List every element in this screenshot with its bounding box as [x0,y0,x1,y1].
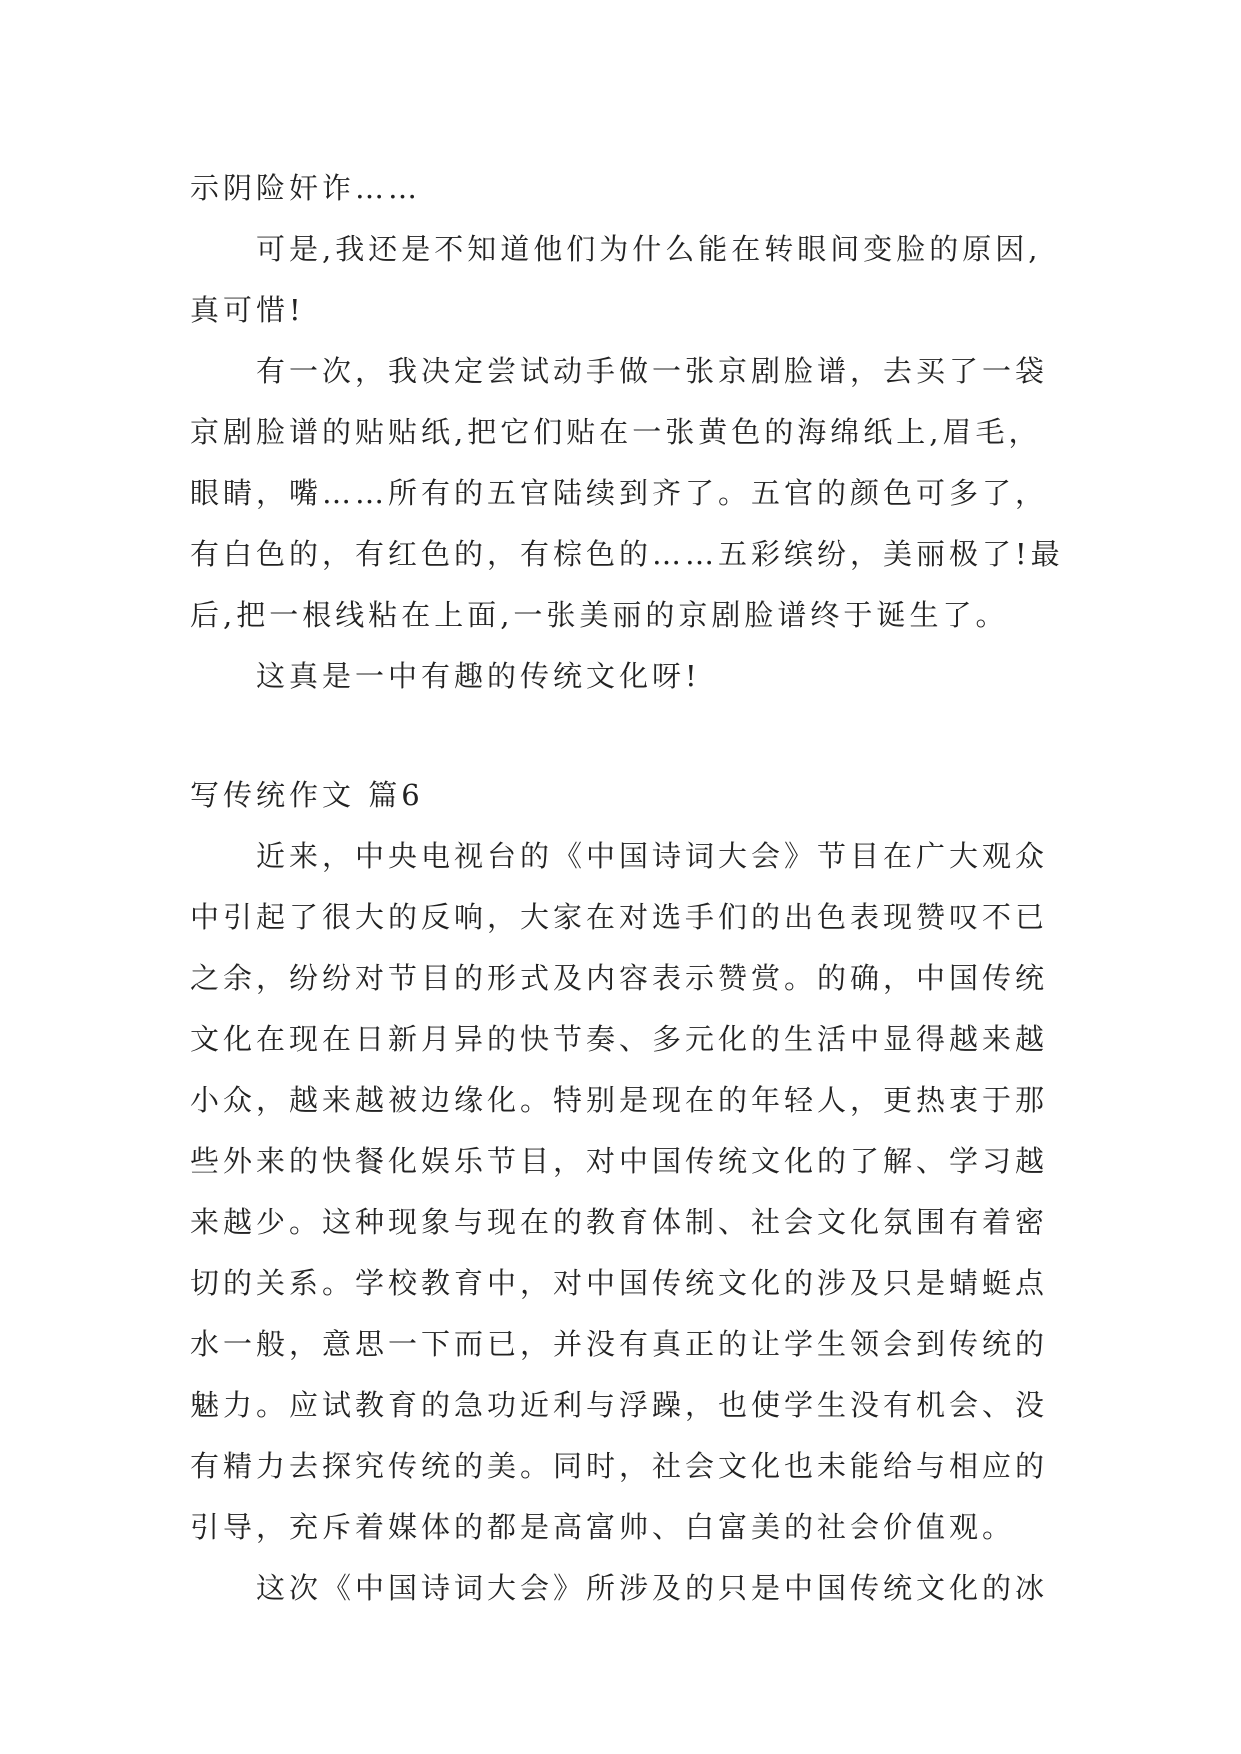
section-heading: 写传统作文 篇6 [190,778,424,812]
paragraph: 这次《中国诗词大会》所涉及的只是中国传统文化的冰 [256,1571,1049,1605]
paragraph: 可是,我还是不知道他们为什么能在转眼间变脸的原因,真可惜! [190,232,1042,327]
paragraph: 有一次，我决定尝试动手做一张京剧脸谱，去买了一袋京剧脸谱的贴贴纸,把它们贴在一张黄色的海绵纸上,眉毛，眼睛，嘴……所有的五官陆续到齐了。五官的颜色可多了，有白色的，有红色的，有棕色的……五彩缤纷，美丽极了!最后,把一根线粘在上面,一张美丽的京剧脸谱终于诞生了。 [190,354,1064,632]
document-body [190,158,1070,1619]
paragraph-continuation: 示阴险奸诈…… [190,171,422,205]
paragraph: 这真是一中有趣的传统文化呀! [256,659,701,693]
paragraph: 近来，中央电视台的《中国诗词大会》节目在广大观众中引起了很大的反响，大家在对选手们的出色表现赞叹不已之余，纷纷对节目的形式及内容表示赞赏。的确，中国传统文化在现在日新月异的快节奏、多元化的生活中显得越来越小众，越来越被边缘化。特别是现在的年轻人，更热衷于那些外来的快餐化娱乐节目，对中国传统文化的了解、学习越来越少。这种现象与现在的教育体制、社会文化氛围有着密切的关系。学校教育中，对中国传统文化的涉及只是蜻蜓点水一般，意思一下而已，并没有真正的让学生领会到传统的魅力。应试教育的急功近利与浮躁，也使学生没有机会、没有精力去探究传统的美。同时，社会文化也未能给与相应的引导，充斥着媒体的都是高富帅、白富美的社会价值观。 [190,839,1049,1544]
